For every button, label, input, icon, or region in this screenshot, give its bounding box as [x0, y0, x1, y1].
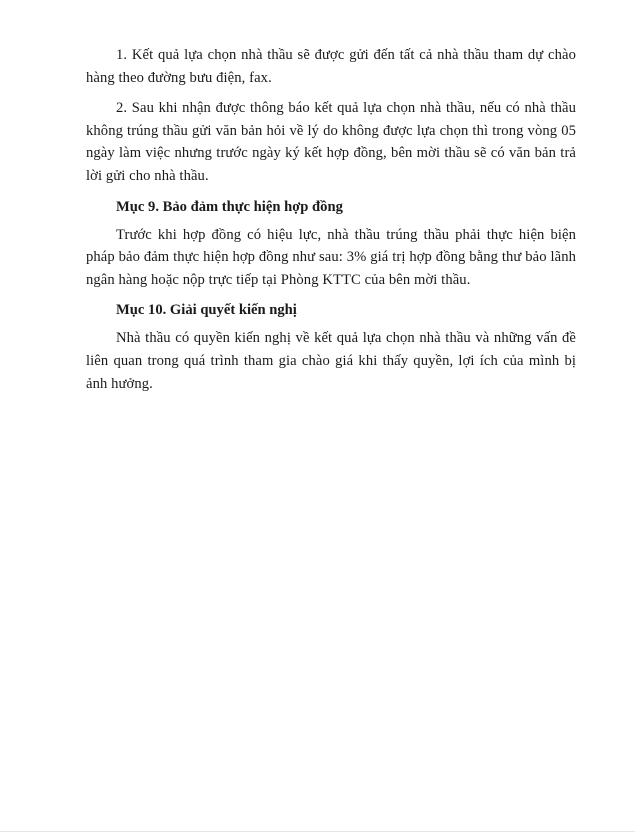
paragraph-result-notice: 1. Kết quả lựa chọn nhà thầu sẽ được gửi đến tất cả nhà thầu tham dự chào hàng theo đường bưu điện, fax.: [86, 47, 576, 86]
page-bottom-edge: [0, 831, 635, 832]
section-9-body: Trước khi hợp đồng có hiệu lực, nhà thầu trúng thầu phải thực hiện biện pháp bảo đảm thực hiện hợp đồng như sau: 3% giá trị hợp đồng bằng thư bảo lãnh ngân hàng hoặc nộp trực tiếp tại Phòng KTTC của bên mời thầu.: [86, 226, 576, 288]
section-10-body: Nhà thầu có quyền kiến nghị về kết quả lựa chọn nhà thầu và những vấn đề liên quan trong quá trình tham gia chào giá khi thấy quyền, lợi ích của mình bị ảnh hưởng.: [86, 330, 576, 392]
document-body: [86, 44, 576, 403]
section-10-heading: Mục 10. Giải quyết kiến nghị: [116, 302, 297, 319]
section-9-heading: Mục 9. Bảo đảm thực hiện hợp đồng: [116, 198, 343, 215]
paragraph-inquiry-response: 2. Sau khi nhận được thông báo kết quả lựa chọn nhà thầu, nếu có nhà thầu không trúng thầu gửi văn bản hỏi về lý do không được lựa chọn thì trong vòng 05 ngày làm việc nhưng trước ngày ký kết hợp đồng, bên mời thầu sẽ có văn bản trả lời gửi cho nhà thầu.: [86, 100, 576, 184]
